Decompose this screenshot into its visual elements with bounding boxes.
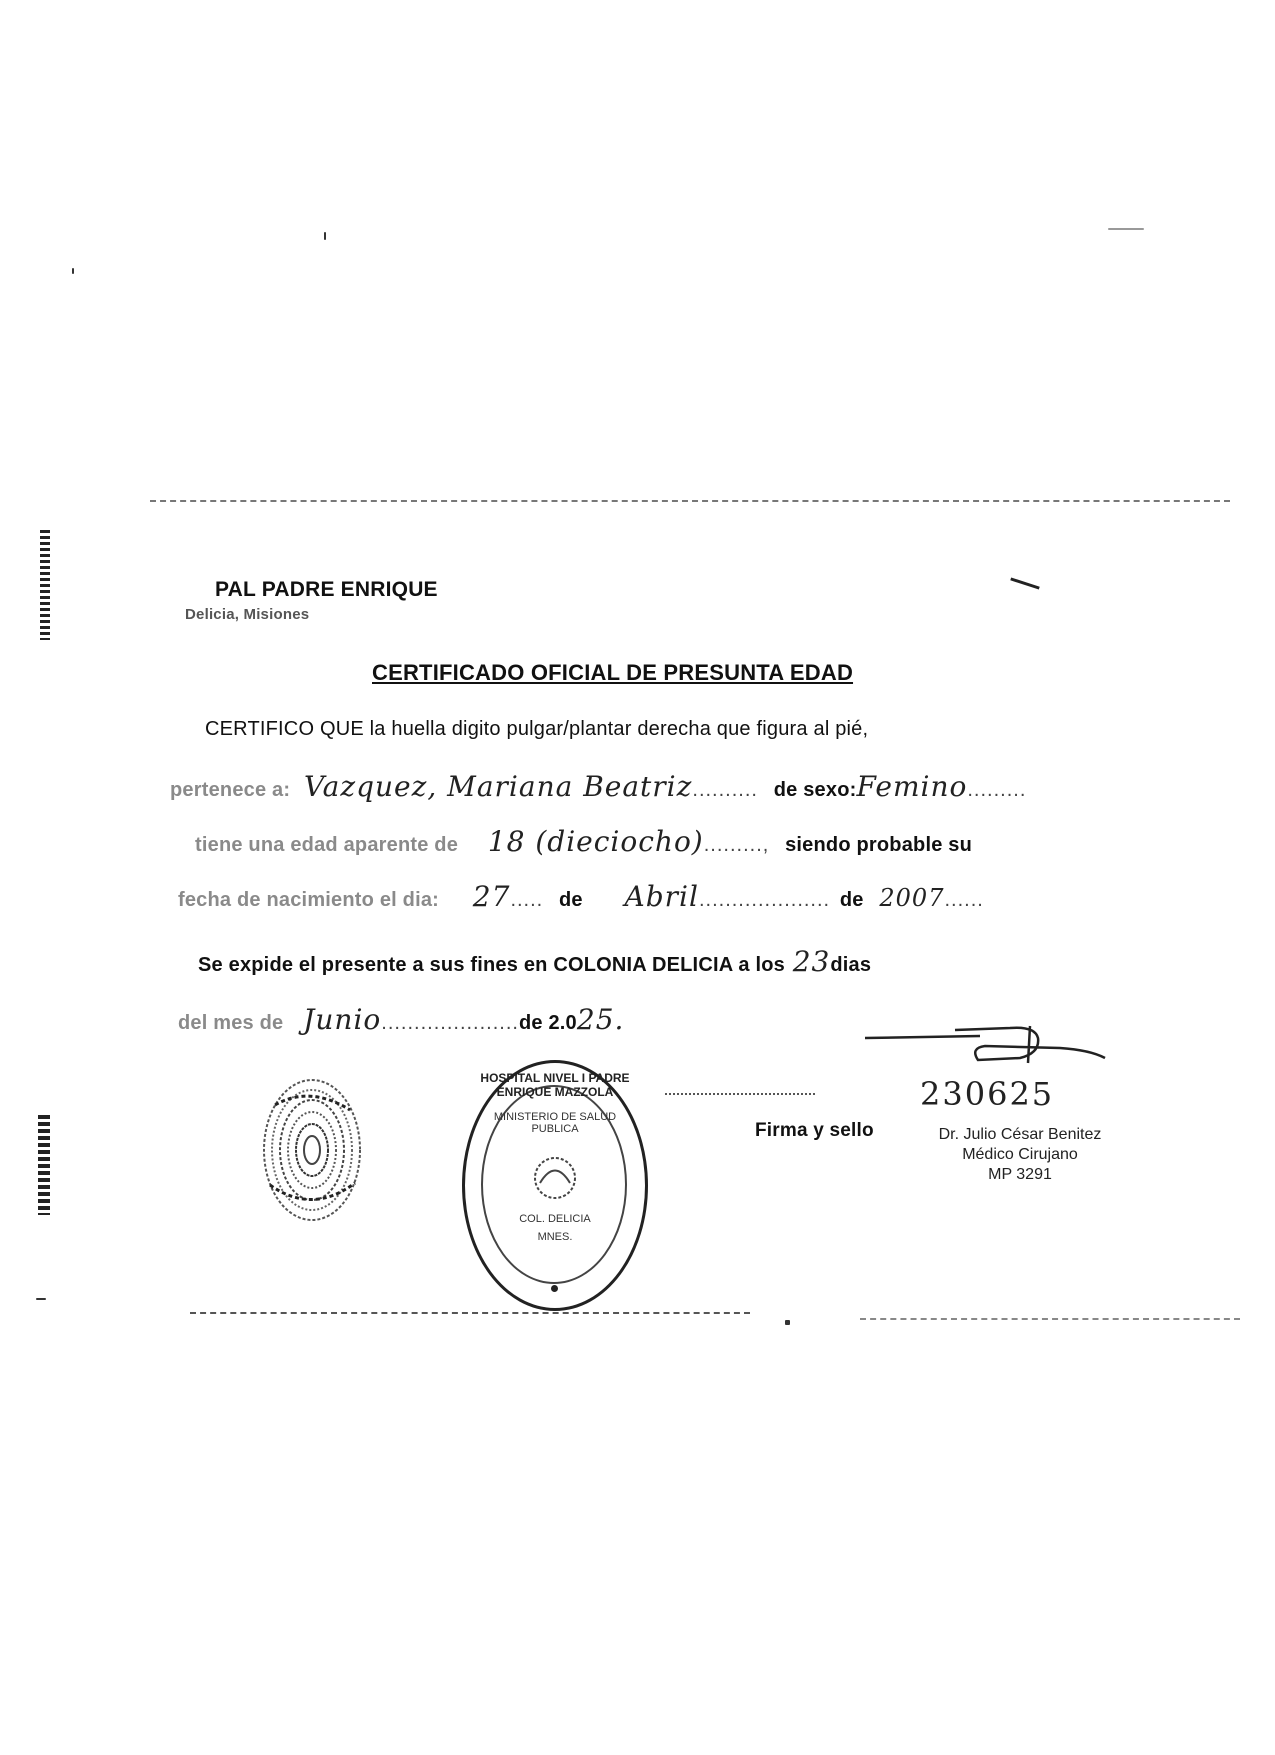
body-line-2 [170, 770, 1026, 803]
doctor-name: Dr. Julio César Benitez [938, 1126, 1102, 1143]
stamp-bottom-text: MNES. [537, 1231, 573, 1243]
issue-day-field: 23 [792, 945, 831, 978]
dotted-leader: .......... [692, 779, 758, 801]
body-line-5 [198, 945, 871, 978]
document-title: CERTIFICADO OFICIAL DE PRESUNTA EDAD [372, 660, 854, 685]
expide-text: Se expide el presente a sus fines en COLONIA DELICIA a los [198, 954, 785, 976]
stamp-dot [551, 1285, 558, 1292]
sex-field: Femino [856, 770, 968, 803]
bottom-cut-line [860, 1318, 1240, 1320]
de-text: de [559, 889, 583, 911]
certifico-text: CERTIFICO QUE la huella digito pulgar/plantar derecha que figura al pié, [205, 718, 869, 740]
hospital-stamp [462, 1060, 648, 1311]
dotted-leader: ......... [967, 779, 1027, 801]
stamp-inner-text: MINISTERIO DE SALUD PUBLICA [493, 1111, 617, 1135]
stamp-outer-text: HOSPITAL NIVEL I PADRE ENRIQUE MAZZOLA [480, 1071, 630, 1099]
dotted-leader: ...... [944, 889, 984, 911]
institution-name: PAL PADRE ENRIQUE [215, 578, 438, 601]
sex-label: de sexo: [773, 779, 857, 801]
institution-location: Delicia, Misiones [185, 606, 310, 623]
handwritten-date: 230625 [920, 1075, 1055, 1113]
doctor-registration: MP 3291 [988, 1166, 1052, 1183]
fingerprint-image [255, 1065, 370, 1240]
scan-speck [324, 232, 326, 240]
stamp-center-text: COL. DELICIA [519, 1213, 591, 1225]
scan-margin-mark [38, 1115, 50, 1215]
year-prefix-text: de 2.0 [518, 1012, 577, 1034]
body-line-6 [178, 1003, 624, 1036]
body-line-3 [195, 825, 972, 858]
dotted-leader: ..... [510, 889, 544, 911]
stamp-emblem [525, 1148, 585, 1208]
firma-sello-label: Firma y sello [755, 1120, 874, 1141]
scan-speck [1010, 577, 1039, 589]
dias-text: dias [830, 954, 872, 976]
edad-label: tiene una edad aparente de [195, 834, 459, 856]
doctor-info [905, 1125, 1135, 1185]
person-name-field: Vazquez, Mariana Beatriz [304, 770, 693, 803]
siendo-probable-text: siendo probable su [785, 834, 973, 856]
bottom-cut-line [190, 1312, 750, 1314]
birth-day-field: 27 [472, 880, 511, 913]
signature-scribble [860, 1008, 1120, 1078]
body-line-4 [178, 880, 984, 913]
top-cut-line [150, 500, 1230, 502]
scan-speck [1108, 228, 1144, 230]
age-field: 18 (dieciocho) [487, 825, 704, 858]
scan-speck [72, 268, 74, 274]
doctor-title: Médico Cirujano [962, 1146, 1078, 1163]
dotted-leader: ..................... [381, 1012, 519, 1034]
de-text: de [839, 889, 864, 911]
birth-year-field: 2007 [879, 884, 945, 912]
scan-margin-mark [40, 530, 50, 640]
issue-month-field: Junio [303, 1003, 382, 1036]
mes-label: del mes de [178, 1012, 284, 1034]
dotted-leader: ........., [703, 834, 770, 856]
scan-speck [785, 1320, 790, 1325]
signature-dotted-line [665, 1093, 815, 1095]
dotted-leader: .................... [698, 889, 831, 911]
birth-month-field: Abril [624, 880, 699, 913]
pertenece-label: pertenece a: [170, 779, 291, 801]
scan-speck [36, 1298, 46, 1300]
fecha-nacimiento-label: fecha de nacimiento el dia: [178, 889, 440, 911]
body-line-1 [205, 718, 868, 741]
issue-year-field: 25. [576, 1003, 625, 1036]
